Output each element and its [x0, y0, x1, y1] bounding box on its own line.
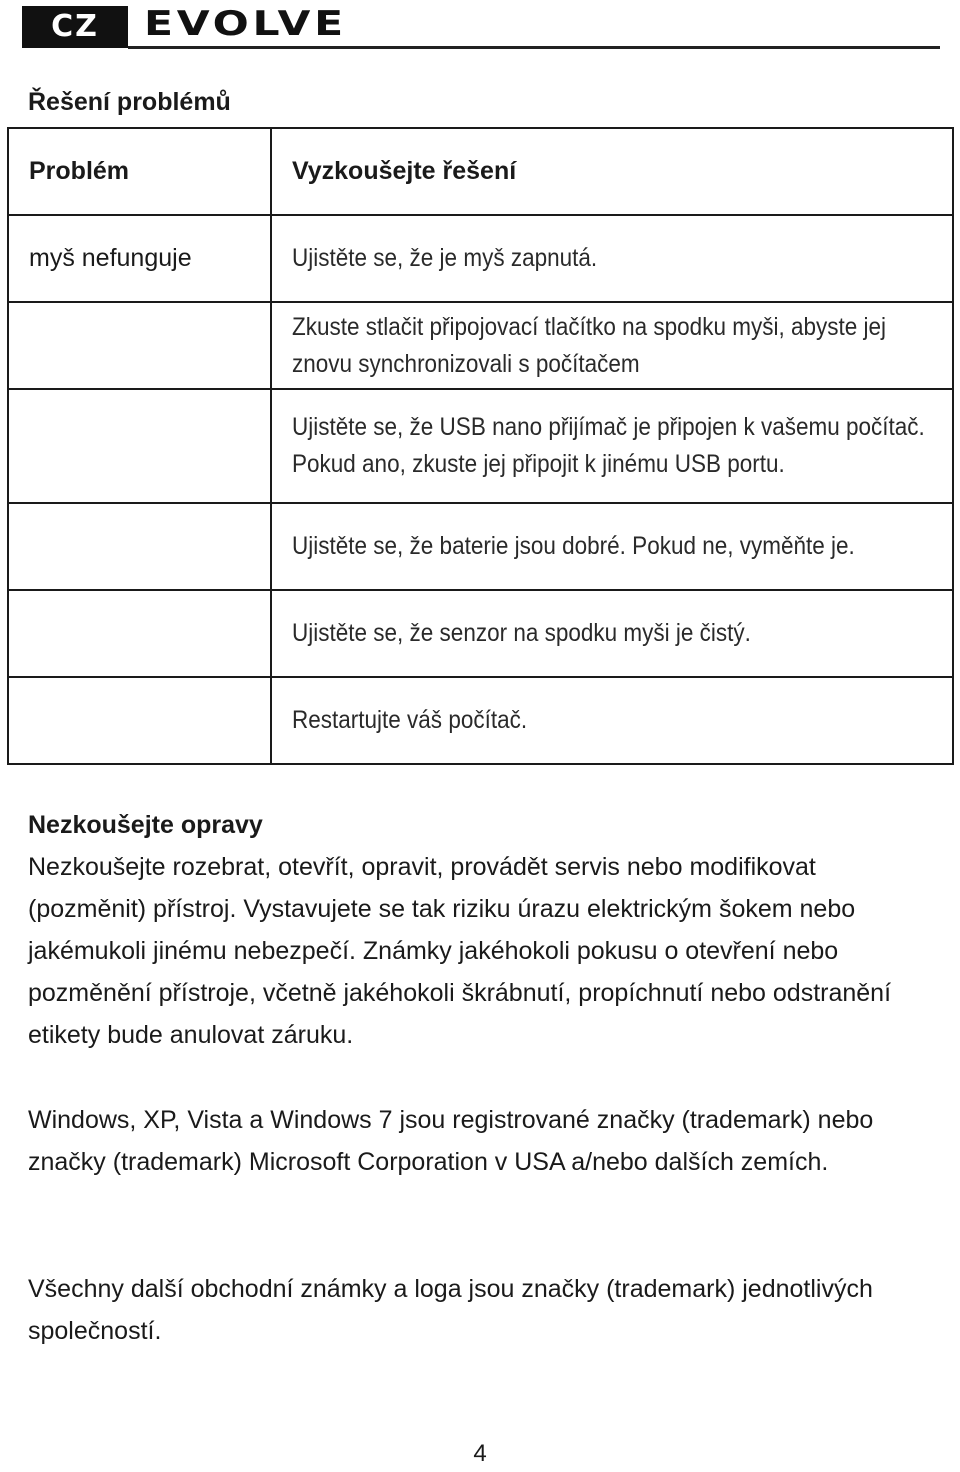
solution-cell: Ujistěte se, že je myš zapnutá. [292, 244, 598, 272]
header-rule [128, 46, 940, 49]
table-row [8, 389, 953, 503]
empty-problem-cell [8, 302, 271, 389]
empty-problem-cell [8, 677, 271, 764]
problem-cell: myš nefunguje [29, 244, 192, 272]
trademark-windows: Windows, XP, Vista a Windows 7 jsou registrované značky (trademark) nebo značky (trademark) Microsoft Corporation v USA a/nebo dalších zemích. [28, 1106, 874, 1176]
table-header-row [8, 128, 953, 215]
table-row [8, 590, 953, 677]
troubleshooting-title: Řešení problémů [28, 88, 231, 116]
table-row [8, 677, 953, 764]
trademark-others: Všechny další obchodní známky a loga jsou značky (trademark) jednotlivých společností. [28, 1275, 873, 1345]
empty-problem-cell [8, 503, 271, 590]
empty-problem-cell [8, 590, 271, 677]
warning-title: Nezkoušejte opravy [28, 811, 263, 839]
troubleshooting-table [7, 127, 954, 765]
warning-section [28, 804, 933, 1056]
table-row [8, 215, 953, 302]
table-row [8, 503, 953, 590]
solution-cell: Zkuste stlačit připojovací tlačítko na spodku myši, abyste jej znovu synchronizovali s počítačem [292, 312, 887, 378]
solution-cell: Ujistěte se, že senzor na spodku myši je čistý. [292, 619, 751, 647]
column-header-solution: Vyzkoušejte řešení [292, 157, 517, 185]
column-header-problem: Problém [29, 157, 130, 185]
page-number: 4 [473, 1440, 487, 1467]
solution-cell: Ujistěte se, že baterie jsou dobré. Pokud ne, vyměňte je. [292, 532, 855, 560]
warning-text: Nezkoušejte rozebrat, otevřít, opravit, provádět servis nebo modifikovat (pozměnit) přístroj. Vystavujete se tak riziku úrazu elektrickým šokem nebo jakémukoli jinému nebezpečí. Známky jakéhokoli pokusu o otevření nebo pozměnění přístroje, včetně jakéhokoli škrábnutí, propíchnutí nebo odstranění etikety bude anulovat záruku. [28, 853, 892, 1049]
solution-cell: Ujistěte se, že USB nano přijímač je připojen k vašemu počítač. Pokud ano, zkuste jej připojit k jinému USB portu. [292, 413, 925, 478]
solution-cell: Restartujte váš počítač. [292, 706, 528, 734]
table-row [8, 302, 953, 389]
language-badge: CZ [22, 6, 128, 48]
empty-problem-cell [8, 389, 271, 503]
page-header [22, 6, 940, 50]
brand-logo: EVOLVE [144, 4, 347, 44]
